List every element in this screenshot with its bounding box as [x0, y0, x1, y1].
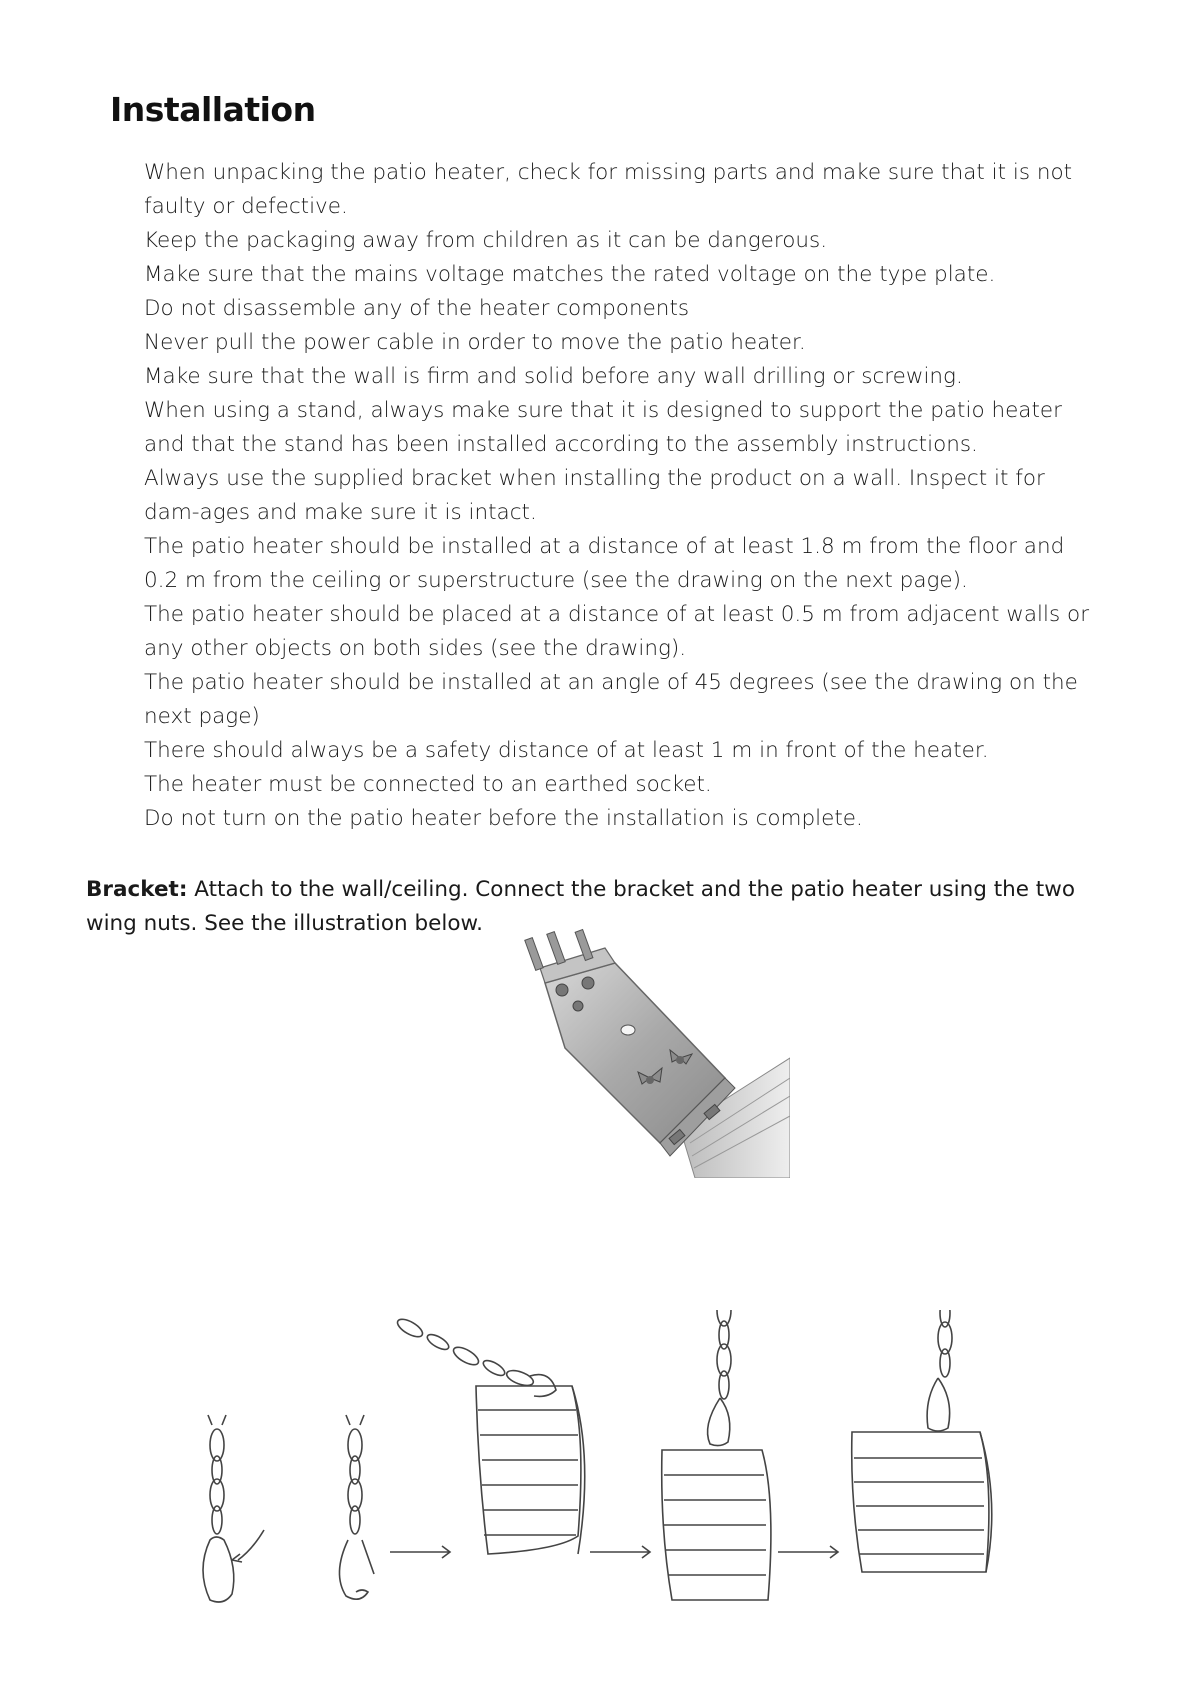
- instruction-item: Make sure that the mains voltage matches the rated voltage on the type plate.: [144, 262, 996, 287]
- chain-step-5: [852, 1310, 992, 1572]
- page-title: Installation: [110, 90, 316, 129]
- instruction-item: The patio heater should be installed at an angle of 45 degrees (see the drawing on the next page): [144, 670, 1078, 729]
- instruction-item: Do not disassemble any of the heater components: [144, 296, 690, 321]
- instruction-item: Keep the packaging away from children as it can be dangerous.: [144, 228, 828, 253]
- instruction-item: Never pull the power cable in order to move the patio heater.: [144, 330, 806, 355]
- instruction-item: When unpacking the patio heater, check for missing parts and make sure that it is not faulty or defective.: [144, 160, 1073, 219]
- arrow-icon: [390, 1546, 450, 1558]
- arrow-icon: [590, 1546, 650, 1558]
- chain-step-3: [395, 1316, 585, 1554]
- instruction-item: When using a stand, always make sure that it is designed to support the patio heater and that the stand has been installed according to the assembly instructions.: [144, 398, 1062, 457]
- chain-step-1: [203, 1415, 264, 1602]
- instruction-item: There should always be a safety distance of at least 1 m in front of the heater.: [144, 738, 989, 763]
- instruction-item: The patio heater should be installed at a distance of at least 1.8 m from the floor and 0.2 m from the ceiling or superstructure (see the drawing on the next page).: [144, 534, 1065, 593]
- instruction-item: Do not turn on the patio heater before the installation is complete.: [144, 806, 863, 831]
- arrow-icon: [778, 1546, 838, 1558]
- chain-step-2: [339, 1415, 374, 1599]
- chain-installation-diagram: [180, 1310, 1000, 1610]
- chain-step-4: [662, 1310, 771, 1600]
- bracket-photo: [520, 928, 790, 1178]
- instruction-list: [144, 156, 1104, 836]
- instruction-item: Always use the supplied bracket when installing the product on a wall. Inspect it for dam-ages and make sure it is intact.: [144, 466, 1045, 525]
- bracket-text: Attach to the wall/ceiling. Connect the bracket and the patio heater using the two wing nuts. See the illustration below.: [86, 877, 1075, 936]
- instruction-item: The patio heater should be placed at a distance of at least 0.5 m from adjacent walls or any other objects on both sides (see the drawing).: [144, 602, 1090, 661]
- instruction-item: The heater must be connected to an earthed socket.: [144, 772, 712, 797]
- bracket-label: Bracket:: [86, 877, 188, 902]
- instruction-item: Make sure that the wall is firm and solid before any wall drilling or screwing.: [144, 364, 963, 389]
